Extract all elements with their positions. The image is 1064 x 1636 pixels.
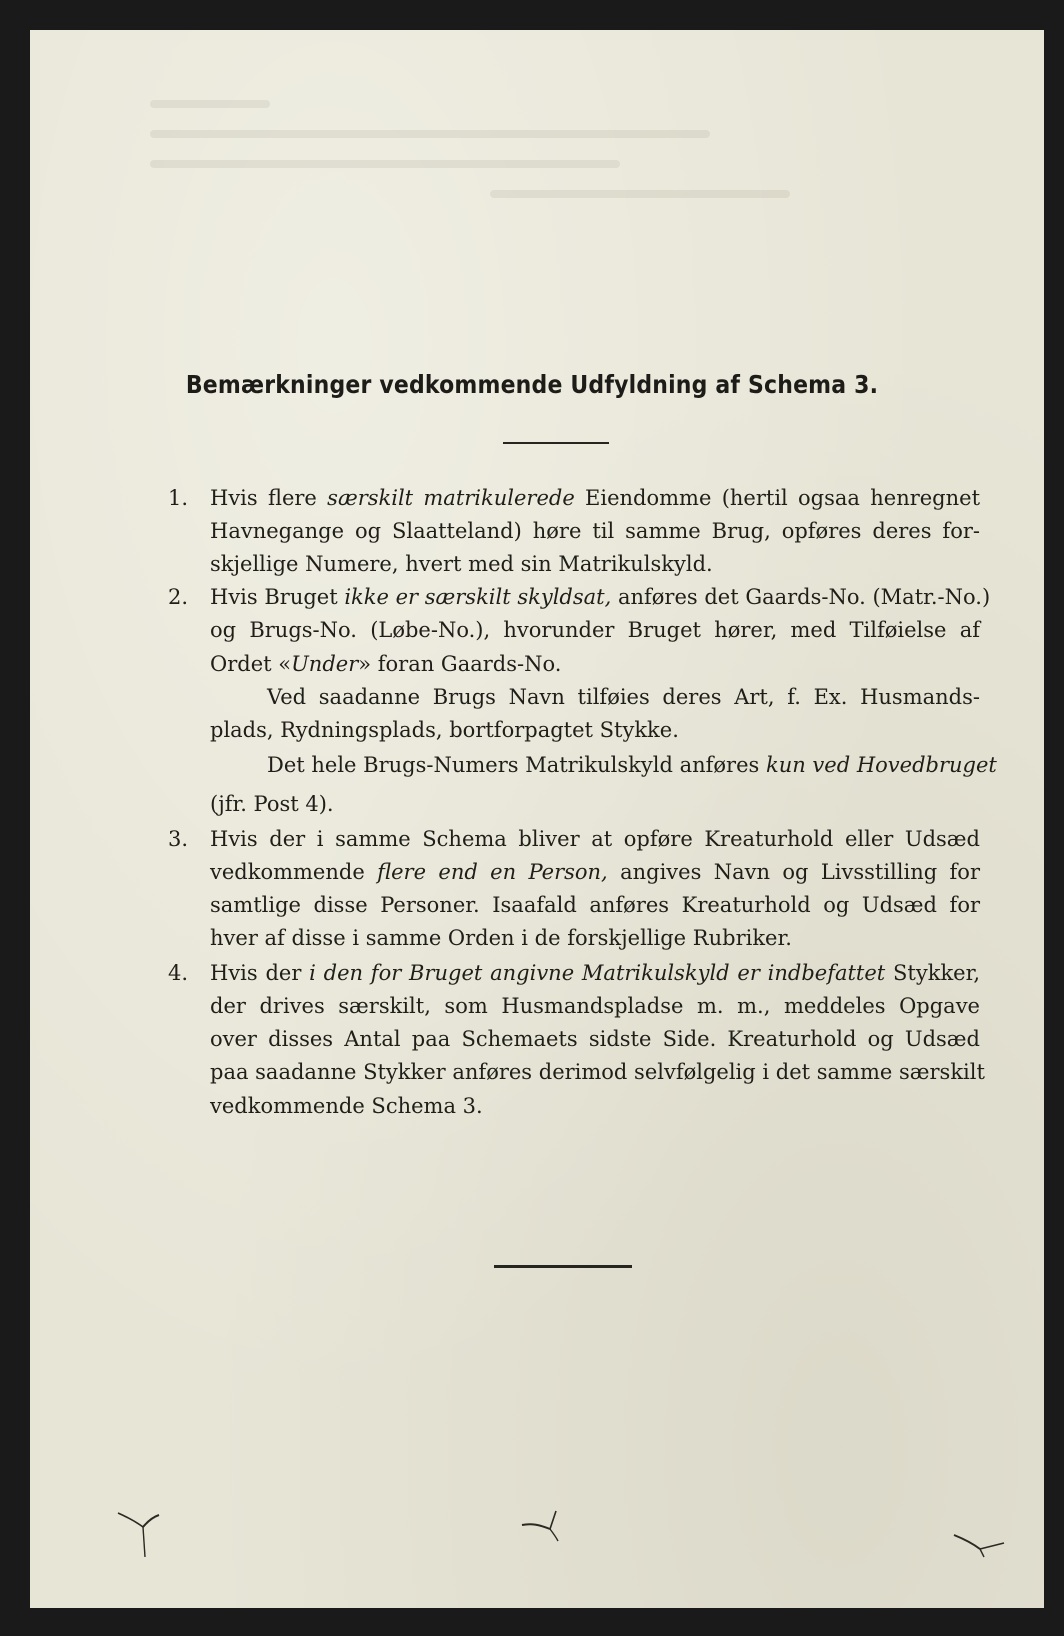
bleed-through-text — [150, 100, 850, 270]
text-line: Hvis Bruget ikke er særskilt skyldsat, anføres det Gaards-No. (Matr.-No.) — [210, 585, 991, 609]
item-number: 3. — [168, 827, 189, 851]
closing-rule — [494, 1265, 632, 1268]
text-line: vedkommende Schema 3. — [210, 1094, 483, 1118]
text-line: Hvis der i den for Bruget angivne Matrikulskyld er indbefattet Stykker, — [210, 961, 981, 985]
text-line: Hvis flere særskilt matrikulerede Eiendomme (hertil ogsaa henregnet — [210, 486, 981, 510]
text-line: skjellige Numere, hvert med sin Matrikulskyld. — [210, 552, 713, 576]
crop-mark-icon — [115, 1505, 165, 1565]
text-line: hver af disse i samme Orden i de forskjellige Rubriker. — [210, 926, 792, 950]
crop-mark-icon — [518, 1505, 568, 1545]
text-line: over disses Antal paa Schemaets sidste Side. Kreaturhold og Udsæd — [210, 1027, 980, 1051]
item-number: 2. — [168, 585, 189, 609]
text-line: Havnegange og Slaatteland) høre til samme Brug, opføres deres for- — [210, 519, 980, 543]
text-line: Ved saadanne Brugs Navn tilføies deres Art, f. Ex. Husmands- — [267, 685, 980, 709]
text-line: (jfr. Post 4). — [210, 792, 334, 816]
crop-mark-icon — [950, 1527, 1010, 1567]
text-line: og Brugs-No. (Løbe-No.), hvorunder Bruget hører, med Tilføielse af — [210, 618, 980, 642]
heading-rule — [503, 442, 609, 444]
text-line: samtlige disse Personer. Isaafald anføres Kreaturhold og Udsæd for — [210, 893, 980, 917]
paper-page — [30, 30, 1044, 1608]
item-number: 1. — [168, 486, 189, 510]
text-line: der drives særskilt, som Husmandspladse m. m., meddeles Opgave — [210, 994, 980, 1018]
text-line: Det hele Brugs-Numers Matrikulskyld anføres kun ved Hovedbruget — [267, 753, 997, 777]
text-line: plads, Rydningsplads, bortforpagtet Stykke. — [210, 718, 679, 742]
text-line: Ordet «Under» foran Gaards-No. — [210, 652, 562, 676]
text-line: vedkommende flere end en Person, angives Navn og Livsstilling for — [210, 860, 980, 884]
page-heading: Bemærkninger vedkommende Udfyldning af Schema 3. — [185, 370, 879, 399]
item-number: 4. — [168, 961, 189, 985]
text-line: paa saadanne Stykker anføres derimod selvfølgelig i det samme særskilt — [210, 1060, 985, 1084]
text-line: Hvis der i samme Schema bliver at opføre Kreaturhold eller Udsæd — [210, 827, 980, 851]
